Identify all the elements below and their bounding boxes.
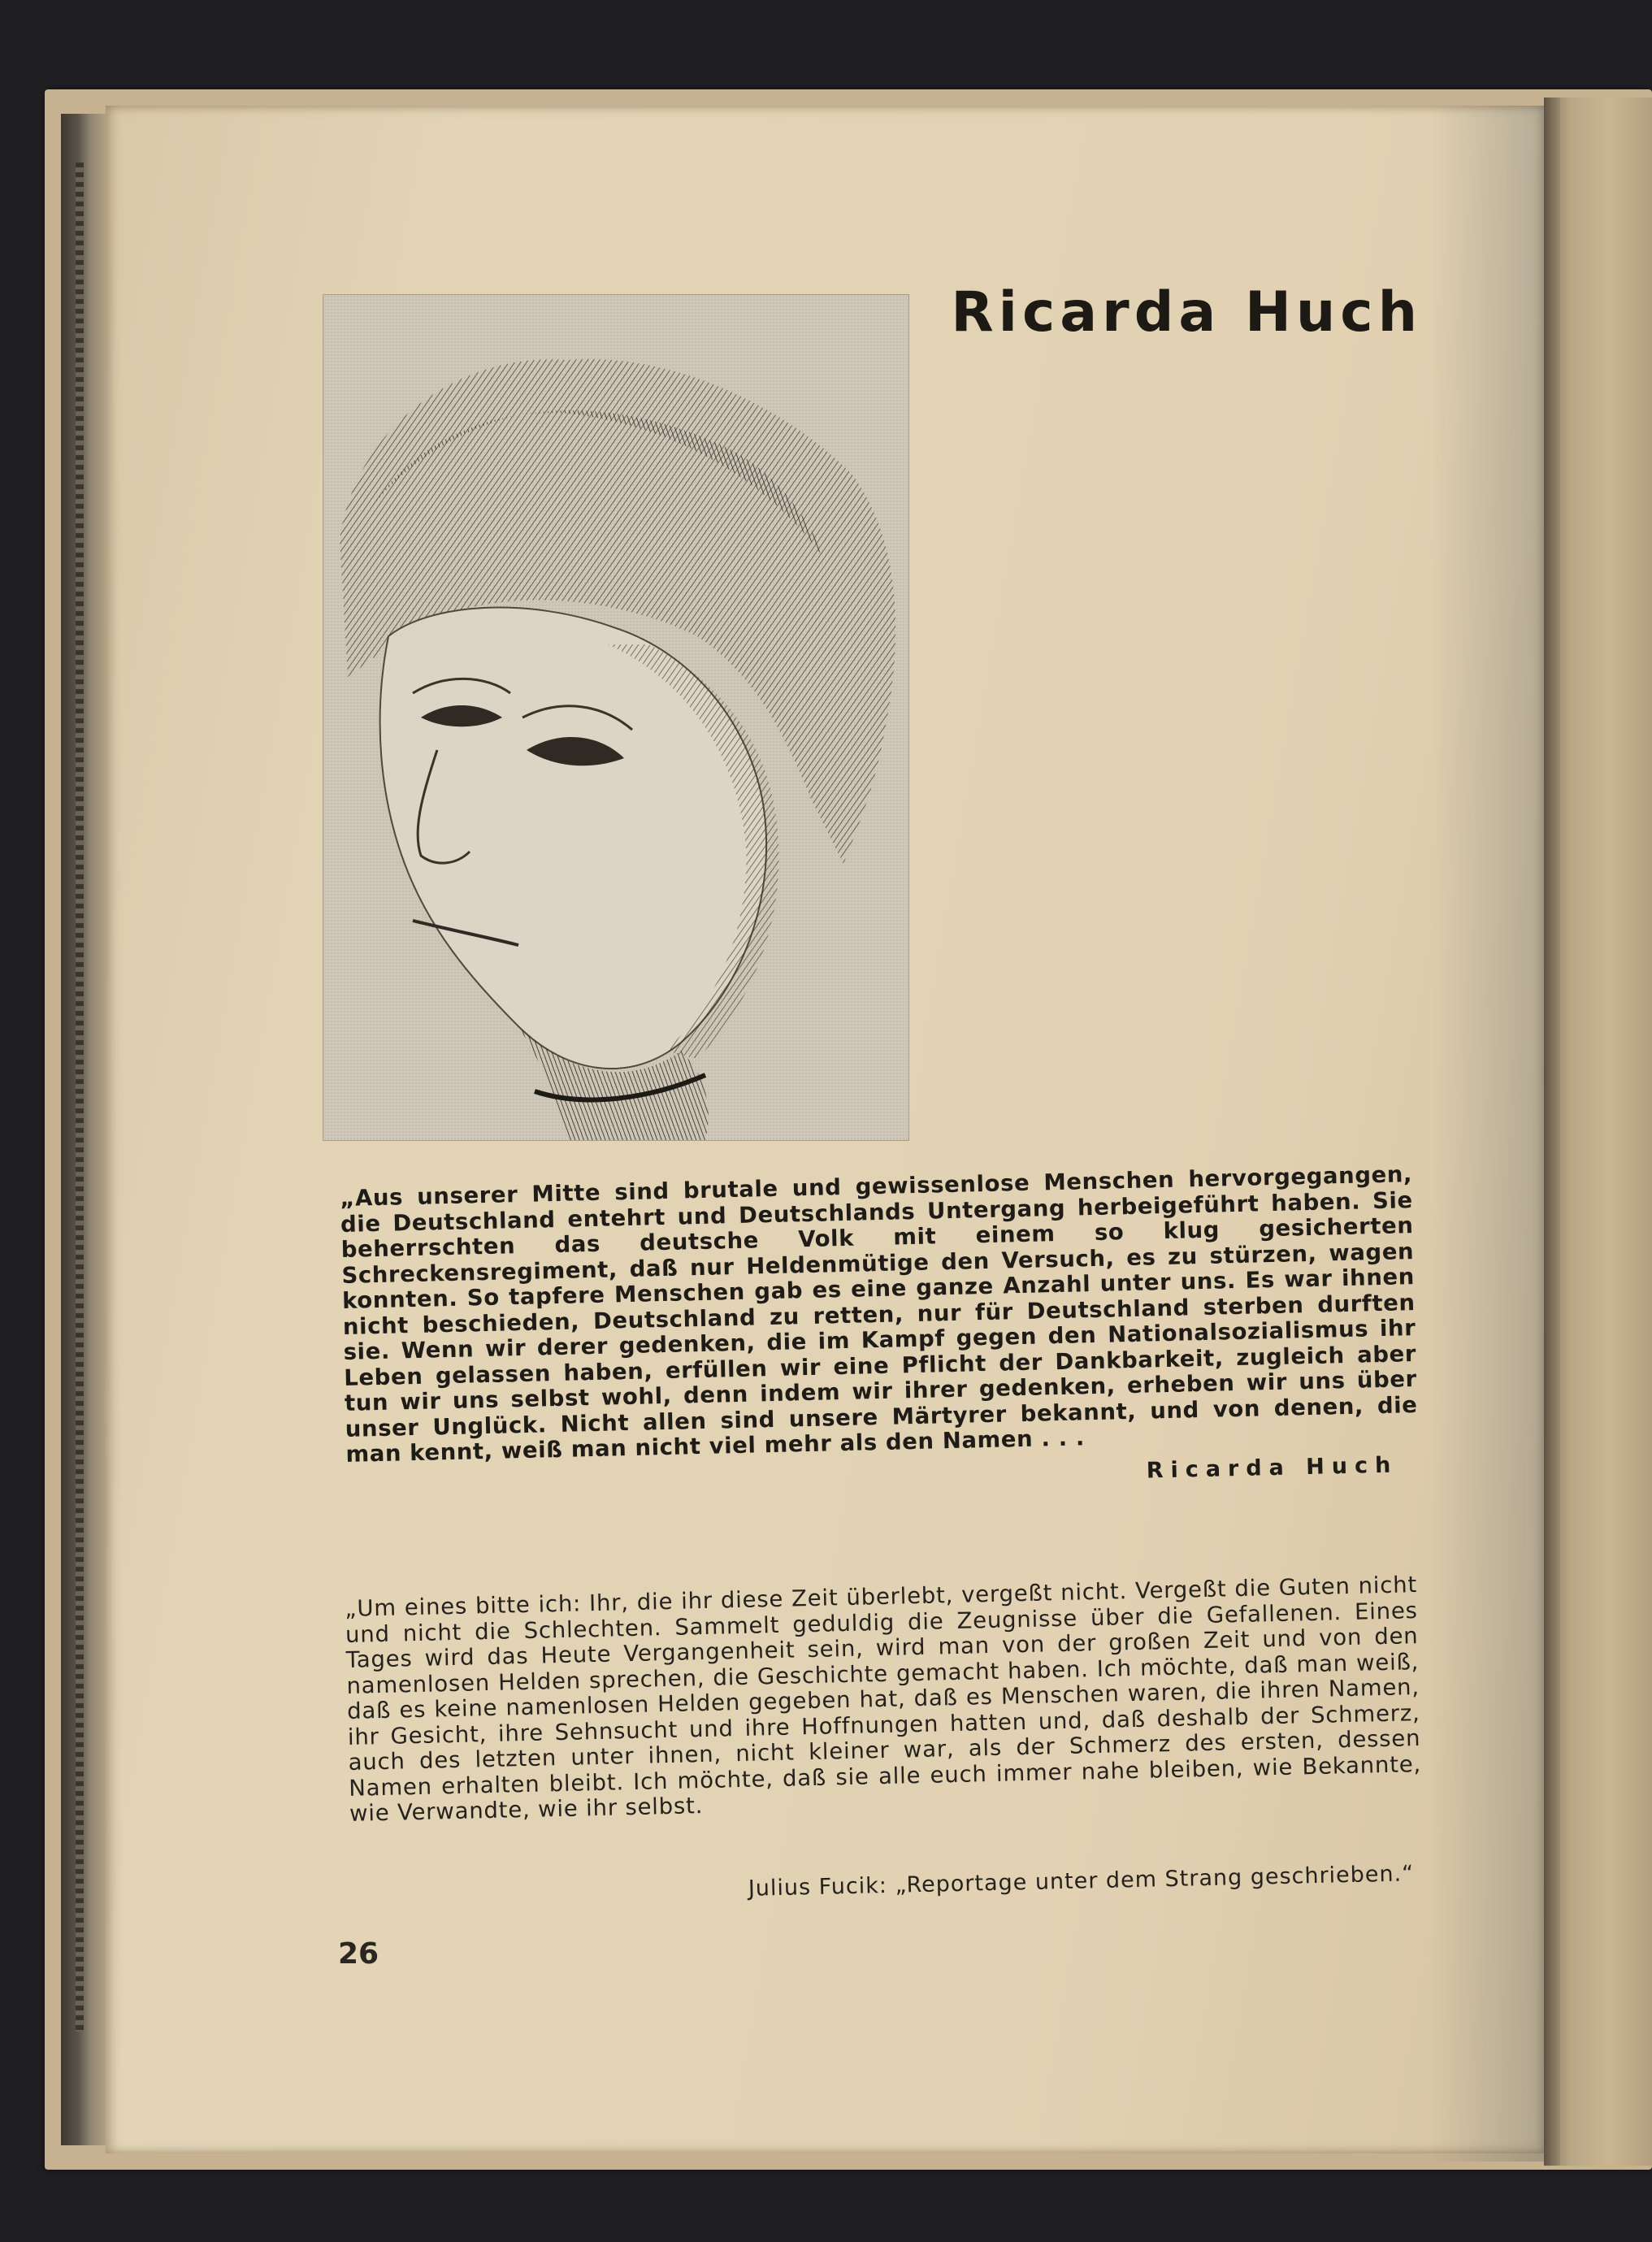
portrait-sketch	[323, 294, 909, 1141]
book-spine	[61, 114, 110, 2145]
quote-author-julius-fucik: Julius Fucik: „Reportage unter dem Strang geschrieben.“	[748, 1861, 1415, 1902]
quote-julius-fucik: „Um eines bitte ich: Ihr, die ihr diese Zeit überlebt, vergeßt nicht. Vergeßt die Guten nicht und nicht die Schlechten. Sammelt geduldig die Zeugnisse über die Gefallenen. Eines Tages wird das Heute Vergangenheit sein, wird man von der großen Zeit und von den namenlosen Helden sprechen, die Geschichte gemacht haben. Ich möchte, daß man weiß, daß es keine namenlosen Helden gegeben hat, daß es Menschen waren, die ihren Namen, ihr Gesicht, ihre Sehnsucht und ihre Hoffnungen hatten und, daß deshalb der Schmerz, auch des letzten unter ihnen, nicht kleiner war, als der Schmerz des ersten, dessen Namen erhalten bleibt. Ich möchte, daß sie alle euch immer nahe bleiben, wie Bekannte, wie Verwandte, wie ihr selbst.	[344, 1572, 1422, 1827]
quote-author-ricarda-huch: Ricarda Huch	[1146, 1452, 1398, 1484]
page-edge-shadow	[1430, 106, 1544, 2162]
quote-ricarda-huch: „Aus unserer Mitte sind brutale und gewissenlose Menschen hervorgegangen, die Deutschland entehrt und Deutschlands Untergang herbeigeführt haben. Sie beherrschten das deutsche Volk mit einem so klug gesicherten Schreckensregiment, daß nur Heldenmütige den Versuch, es zu stürzen, wagen konnten. So tapfere Menschen gab es eine ganze Anzahl unter uns. Es war ihnen nicht beschieden, Deutschland zu retten, nur für Deutschland sterben durften sie. Wenn wir derer gedenken, die im Kampf gegen den Nationalsozialismus ihr Leben gelassen haben, erfüllen wir eine Pflicht der Dankbarkeit, zugleich aber tun wir uns selbst wohl, denn indem wir ihrer gedenken, erheben wir uns über unser Unglück. Nicht allen sind unsere Märtyrer bekannt, und von denen, die man kennt, weiß man nicht viel mehr als den Namen . . .	[339, 1161, 1418, 1468]
right-cover-board	[1544, 98, 1652, 2166]
page-title: Ricarda Huch	[951, 280, 1422, 345]
page-number: 26	[338, 1937, 379, 1971]
portrait-drawing	[323, 295, 908, 1140]
